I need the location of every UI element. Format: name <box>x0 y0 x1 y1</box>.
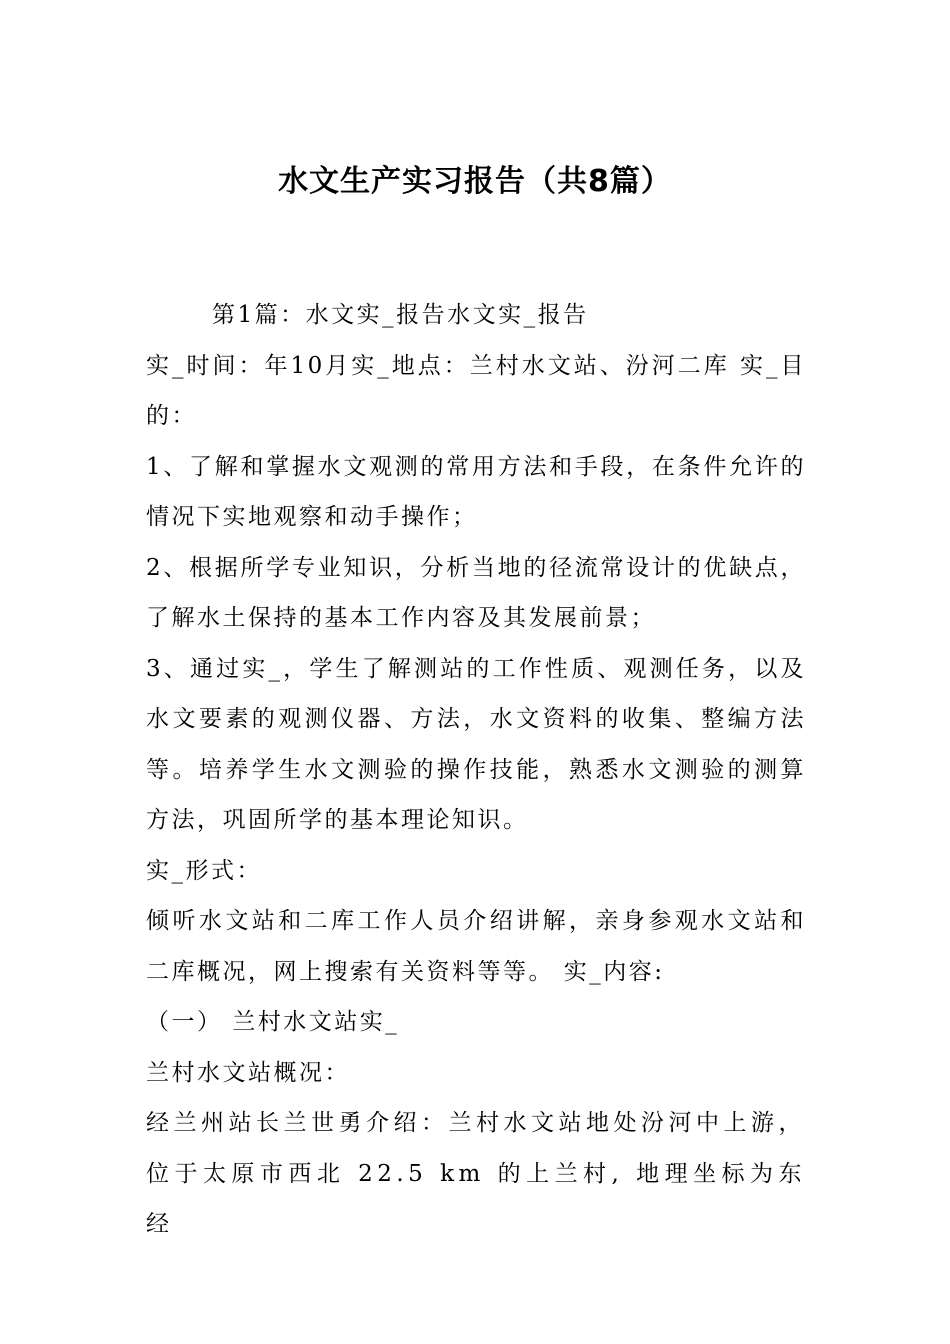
paragraph-overview-content: 经兰州站长兰世勇介绍：兰村水文站地处汾河中上游，位于太原市西北 22.5 km 的上兰村, 地理坐标为东经 <box>146 1110 806 1237</box>
paragraph-goal-1: 1、了解和掌握水文观测的常用方法和手段，在条件允许的情况下实地观察和动手操作； <box>146 453 806 530</box>
paragraph-form-heading: 实_形式： <box>146 857 262 884</box>
paragraph-goal-3: 3、通过实_，学生了解测站的工作性质、观测任务，以及水文要素的观测仪器、方法，水文资料的收集、整编方法等。培养学生水文测验的操作技能，熟悉水文测验的测算方法，巩固所学的基本理论知识。 <box>146 655 806 833</box>
paragraph-goal-2: 2、根据所学专业知识，分析当地的径流常设计的优缺点，了解水土保持的基本工作内容及其发展前景； <box>146 554 806 631</box>
paragraph-form-content: 倾听水文站和二库工作人员介绍讲解，亲身参观水文站和二库概况，网上搜索有关资料等等。 实_内容: <box>146 908 806 985</box>
paragraph-section-heading: 第1篇：水文实_报告水文实_报告 <box>212 302 589 328</box>
paragraph-subsection-heading: （一） 兰村水文站实_ <box>146 1009 400 1035</box>
document-title: 水文生产实习报告（共8篇） <box>278 164 672 199</box>
paragraph-overview-heading: 兰村水文站概况： <box>146 1059 350 1086</box>
document-body <box>146 290 806 1250</box>
paragraph-time-place: 实_时间：年10月实_地点：兰村水文站、汾河二库 实_目的： <box>146 352 806 429</box>
